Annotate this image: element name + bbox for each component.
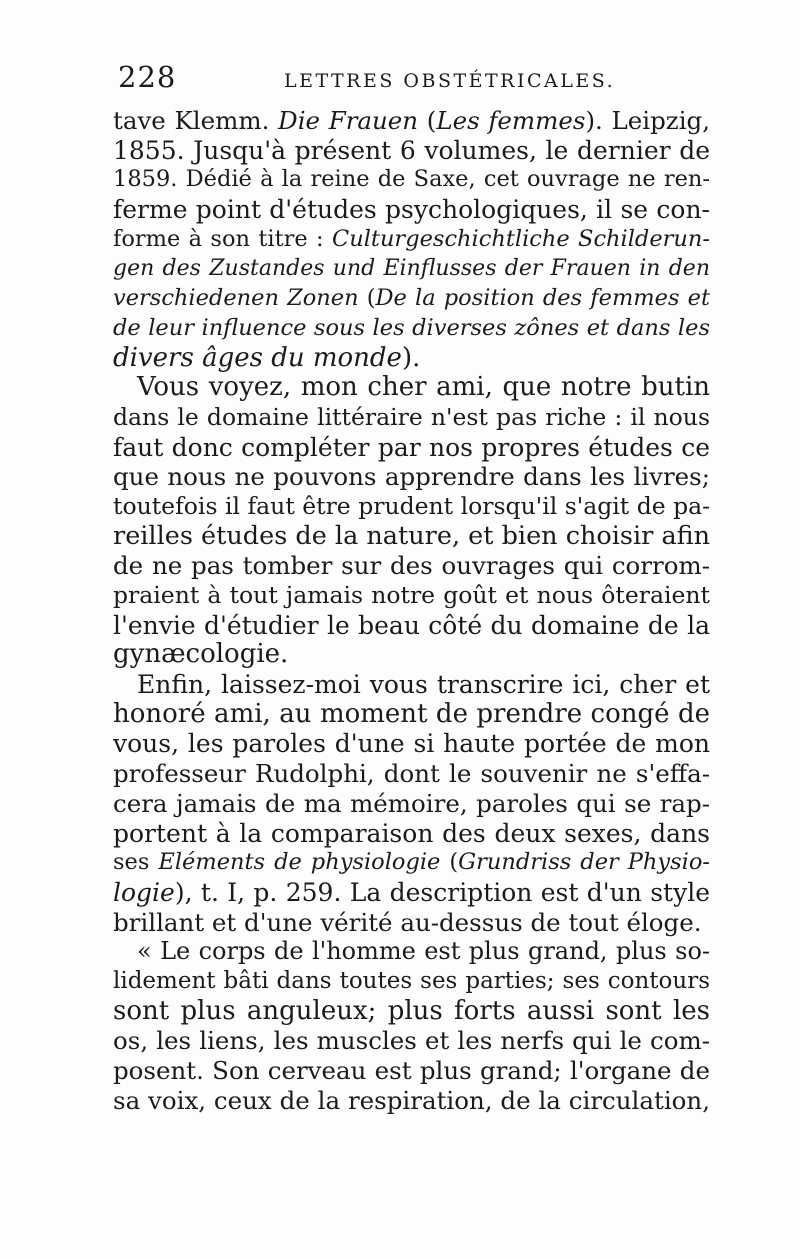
- text-segment: ses: [113, 849, 159, 876]
- text-line: [113, 1026, 710, 1056]
- text-line: [113, 314, 710, 344]
- text-segment: l'envie d'étudier le beau côté du domaine de la: [113, 610, 710, 640]
- text-line: [113, 522, 710, 552]
- text-segment: Enfin, laissez-moi vous transcrire ici, cher et: [137, 670, 710, 700]
- page-number: 228: [118, 60, 177, 94]
- text-segment: posent. Son cerveau est plus grand; l'organe de: [113, 1056, 710, 1085]
- italic-text-segment: De la position des femmes et: [375, 285, 710, 312]
- italic-text-segment: verschiedenen Zonen: [113, 285, 359, 312]
- text-line: [113, 492, 710, 522]
- italic-text-segment: de leur influence sous les diverses zônes et dans les: [113, 314, 710, 341]
- text-line: [113, 878, 710, 908]
- text-line: [113, 462, 710, 492]
- text-line: [113, 403, 710, 433]
- italic-text-segment: gen des Zustandes und Einflusses der Frauen in den: [113, 256, 710, 282]
- italic-text-segment: Culturgeschichtliche Schilderun-: [332, 225, 710, 252]
- text-line: [113, 1056, 710, 1086]
- text-segment: cera jamais de ma mémoire, paroles qui se rap-: [113, 788, 710, 818]
- text-segment: brillant et d'une vérité au-dessus de tout éloge.: [113, 907, 702, 937]
- text-segment: reilles études de la nature, et bien choisir afin: [113, 520, 711, 551]
- text-segment: « Le corps de l'homme est plus grand, plus so-: [137, 937, 710, 966]
- text-line: [113, 670, 710, 700]
- text-segment: honoré ami, au moment de prendre congé de: [113, 698, 710, 729]
- text-line: [113, 640, 710, 670]
- text-segment: lidement bâti dans toutes ses parties; ses contours: [113, 967, 710, 994]
- text-line: [113, 819, 710, 849]
- text-segment: vous, les paroles d'une si haute portée de mon: [113, 729, 710, 759]
- italic-text-segment: Les femmes: [436, 106, 586, 135]
- text-line: [113, 937, 710, 967]
- italic-text-segment: Grundriss der Physio-: [458, 849, 711, 876]
- text-segment: gynæcologie.: [113, 639, 289, 670]
- text-line: [113, 254, 710, 284]
- text-line: [113, 106, 710, 136]
- text-segment: Vous voyez, mon cher ami, que notre butin: [137, 372, 710, 403]
- italic-text-segment: Eléments de physiologie: [158, 849, 441, 876]
- text-segment: ferme point d'études psychologiques, il se con-: [113, 195, 710, 225]
- italic-text-segment: divers âges du monde: [113, 342, 402, 373]
- text-line: [113, 373, 710, 403]
- text-line: [113, 789, 710, 819]
- text-segment: faut donc compléter par nos propres études ce: [113, 432, 710, 462]
- text-segment: sont plus anguleux; plus forts aussi sont les: [113, 995, 710, 1026]
- text-line: [113, 284, 710, 314]
- text-segment: toutefois il faut être prudent lorsqu'il s'agit de pa-: [113, 491, 711, 520]
- text-line: [113, 1086, 710, 1116]
- text-segment: ).: [401, 342, 421, 373]
- text-line: [113, 729, 710, 759]
- italic-text-segment: logie: [113, 877, 175, 907]
- italic-text-segment: Die Frauen: [278, 106, 419, 135]
- text-segment: (: [440, 849, 459, 876]
- text-segment: ), t. I, p. 259. La description est d'un style: [174, 877, 710, 907]
- text-line: [113, 165, 710, 195]
- text-line: [113, 225, 710, 255]
- text-line: [113, 997, 710, 1027]
- text-line: [113, 611, 710, 641]
- page-header: [112, 58, 712, 102]
- text-line: [113, 433, 710, 463]
- text-segment: (: [418, 106, 437, 135]
- text-segment: que nous ne pouvons apprendre dans les livres;: [113, 462, 710, 492]
- text-segment: sa voix, ceux de la respiration, de la circulation,: [113, 1085, 710, 1115]
- text-segment: os, les liens, les muscles et les nerfs qui le com-: [113, 1026, 710, 1056]
- text-segment: 1855. Jusqu'à présent 6 volumes, le dernier de: [113, 135, 710, 165]
- text-line: [113, 581, 710, 611]
- text-segment: dans le domaine littéraire n'est pas riche : il nous: [113, 402, 710, 431]
- text-line: [113, 967, 710, 997]
- text-line: [113, 344, 710, 374]
- text-segment: forme à son titre :: [113, 225, 332, 252]
- text-line: [113, 759, 710, 789]
- text-line: [113, 848, 710, 878]
- text-segment: portent à la comparaison des deux sexes, dans: [113, 818, 710, 848]
- text-line: [113, 908, 710, 938]
- text-segment: praient à tout jamais notre goût et nous ôteraient: [113, 581, 710, 609]
- page-text: [113, 106, 710, 1115]
- running-head: LETTRES OBSTÉTRICALES.: [284, 70, 616, 92]
- text-line: [113, 700, 710, 730]
- text-segment: 1859. Dédié à la reine de Saxe, cet ouvrage ne ren-: [113, 166, 710, 193]
- text-segment: (: [358, 285, 376, 312]
- text-line: [113, 195, 710, 225]
- text-segment: ). Leipzig,: [585, 106, 711, 135]
- text-line: [113, 551, 710, 581]
- text-segment: de ne pas tomber sur des ouvrages qui corrom-: [113, 551, 710, 581]
- text-segment: professeur Rudolphi, dont le souvenir ne s'effa-: [113, 759, 710, 789]
- text-segment: tave Klemm.: [113, 106, 279, 135]
- text-line: [113, 136, 710, 166]
